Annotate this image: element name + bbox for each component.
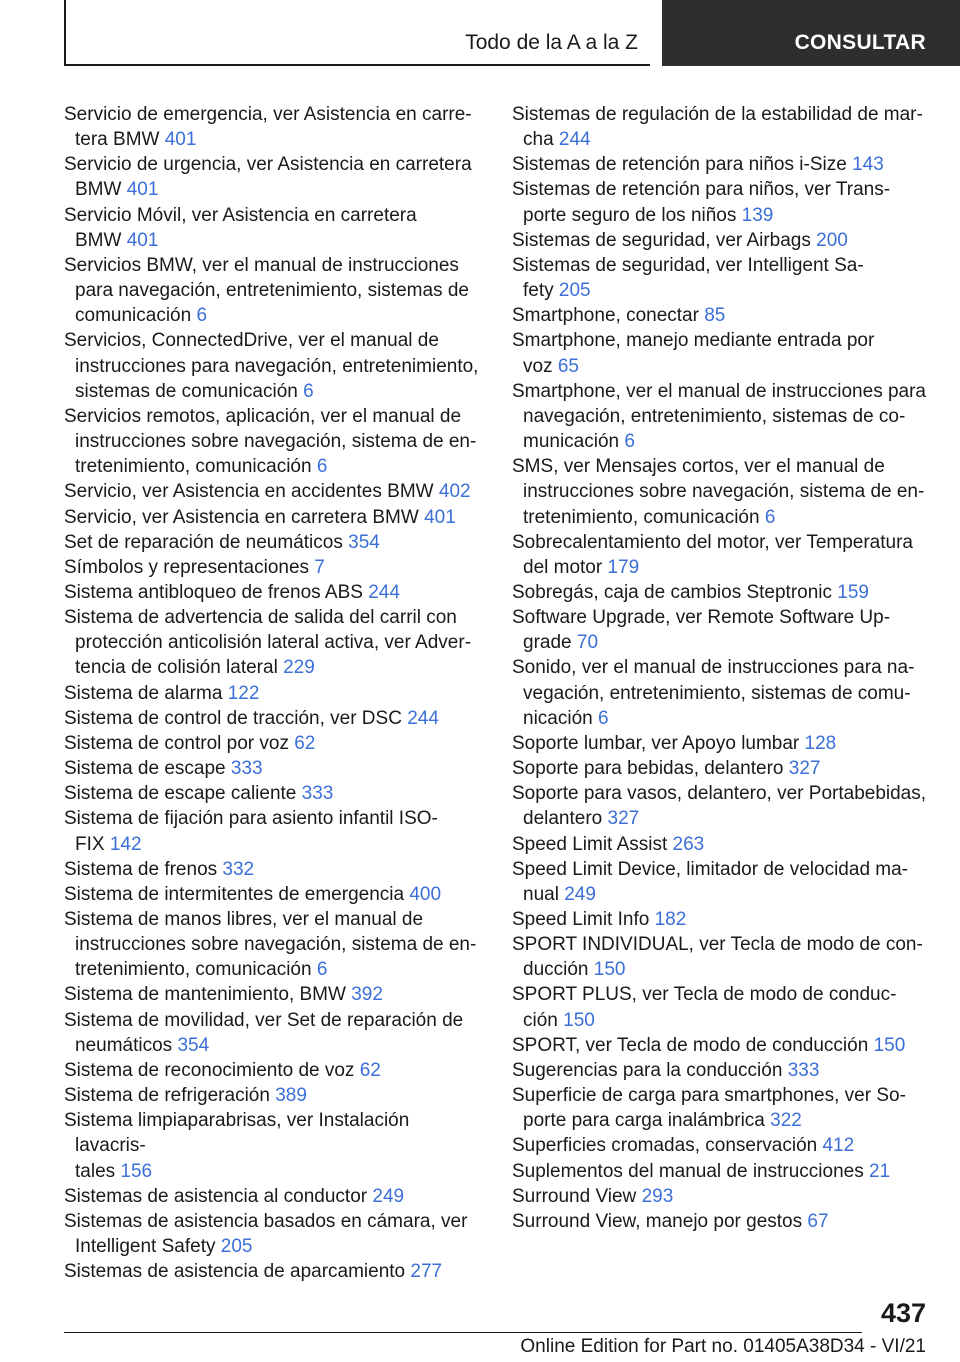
page-link[interactable]: 229 [283,657,315,679]
index-entry [512,781,930,831]
page-link[interactable]: 156 [120,1160,153,1182]
header-bottom-rule [64,64,650,66]
page-link[interactable]: 333 [230,758,263,780]
page-link[interactable]: 143 [852,154,884,176]
page-link[interactable]: 122 [227,682,260,704]
index-entry [512,152,930,177]
index-entry [512,1133,930,1158]
index-entry [512,605,930,655]
index-entry-text: Sobregás, caja de cambios Steptronic [512,581,838,603]
index-entry-text: Soporte para vasos, delantero, ver Portabebidas, delantero [512,783,927,830]
index-entry [512,857,930,907]
page-link[interactable]: 263 [672,833,705,855]
index-entry-text: Sistemas de seguridad, ver Airbags [512,229,817,251]
index-entry-text: Sistema de escape caliente [64,783,302,805]
index-entry-text: Sistemas de retención para niños i-Size [512,154,853,176]
page-link[interactable]: 85 [704,305,726,327]
index-entry [64,857,482,882]
index-entry [512,177,930,227]
index-column-right [512,102,930,1234]
index-entry [64,907,482,982]
index-entry [512,1033,930,1058]
page-link[interactable]: 244 [368,581,400,603]
page-link[interactable]: 401 [424,506,456,528]
page-link[interactable]: 389 [275,1085,307,1107]
page-link[interactable]: 293 [641,1185,674,1207]
page-link[interactable]: 392 [351,984,383,1006]
index-entry [64,982,482,1007]
index-entry-text: Sistema limpiaparabrisas, ver Instalación lavacris‐ tales [64,1110,410,1182]
index-entry [64,1184,482,1209]
index-entry [512,253,930,303]
index-entry-text: Servicio Móvil, ver Asistencia en carretera BMW [64,204,417,251]
tab-consultar-label: CONSULTAR [794,31,926,54]
index-entry-text: Superficies cromadas, conservación [512,1135,823,1157]
page-link[interactable]: 6 [196,305,208,327]
index-entry-text: Software Upgrade, ver Remote Software Up‐ grade [512,607,891,654]
index-entry [64,152,482,202]
index-entry [64,102,482,152]
page-link[interactable]: 354 [348,531,380,553]
index-entry [512,932,930,982]
index-entry-text: Sistema de movilidad, ver Set de reparación de neumáticos [64,1009,464,1056]
index-entry-text: Suplementos del manual de instrucciones [512,1160,869,1182]
page-link[interactable]: 6 [316,959,328,981]
index-entry [512,530,930,580]
index-entry [64,505,482,530]
index-entry [512,328,930,378]
page-link[interactable]: 6 [316,456,328,478]
index-entry [64,555,482,580]
index-entry [512,303,930,328]
index-entry-text: Superficie de carga para smartphones, ver So‐ porte para carga inalámbrica [512,1085,906,1132]
index-entry [512,1058,930,1083]
page-link[interactable]: 142 [109,833,142,855]
index-entry-text: Speed Limit Info [512,909,655,930]
page-link[interactable]: 159 [837,581,869,603]
page-link[interactable]: 6 [598,707,609,729]
index-entry-text: Servicio, ver Asistencia en accidentes BMW [64,481,439,503]
index-entry-text: Sistema de frenos [64,858,223,880]
page-link[interactable]: 179 [607,556,640,578]
index-entry-text: Soporte para bebidas, delantero [512,758,789,780]
index-entry-text: Sistemas de seguridad, ver Intelligent Sa‐ fety [512,254,864,302]
page-link[interactable]: 322 [770,1110,802,1132]
tab-consultar[interactable] [662,0,960,66]
page-link[interactable]: 139 [741,204,774,226]
page-link[interactable]: 7 [314,556,325,578]
page-link[interactable]: 6 [624,431,635,453]
page-link[interactable]: 333 [787,1059,820,1081]
index-entry [64,580,482,605]
index-entry [512,907,930,932]
index-entry-text: SPORT INDIVIDUAL, ver Tecla de modo de con‐ ducción [512,934,923,981]
page-link[interactable]: 249 [564,883,596,905]
index-entry-text: Sistema antibloqueo de frenos ABS [64,581,369,603]
index-entry-text: Sistema de escape [64,758,231,780]
index-entry-text: Símbolos y representaciones [64,556,315,578]
index-entry-text: Servicio, ver Asistencia en carretera BMW [64,506,425,528]
index-entry-text: Sistema de refrigeración [64,1085,276,1107]
index-entry [64,731,482,756]
page-link[interactable]: 62 [359,1059,381,1081]
page-link[interactable]: 205 [558,280,591,302]
header-left-rule [64,0,66,66]
index-entry [64,328,482,403]
page-link[interactable]: 62 [294,732,316,754]
index-entry [512,379,930,454]
index-entry-text: Servicio de urgencia, ver Asistencia en carretera BMW [64,154,472,201]
index-entry [64,781,482,806]
index-entry-text: Sistema de intermitentes de emergencia [64,883,410,905]
page-link[interactable]: 277 [410,1261,443,1283]
index-entry-text: Servicios remotos, aplicación, ver el manual de instrucciones sobre navegación, sistema de en‐ tretenimiento, comunicación [64,405,477,478]
page-link[interactable]: 150 [563,1009,595,1031]
page-link[interactable]: 182 [654,909,687,930]
index-entry-text: Servicios, ConnectedDrive, ver el manual de instrucciones para navegación, entretenimiento, sistemas de comunicación [64,330,479,402]
index-entry [512,228,930,253]
index-entry [512,982,930,1032]
index-entry-text: Smartphone, ver el manual de instrucciones para navegación, entretenimiento, sistemas de co‐ municación [512,380,927,453]
footer-rule [64,1332,862,1333]
index-entry-text: Sistema de mantenimiento, BMW [64,984,352,1006]
page-link[interactable]: 354 [177,1034,210,1056]
index-entry [512,832,930,857]
index-entry-text: Sonido, ver el manual de instrucciones para na‐ vegación, entretenimiento, sistemas de comu‐ nicación [512,657,915,729]
index-entry [512,655,930,730]
index-entry [512,580,930,605]
index-entry-text: Sistemas de regulación de la estabilidad de mar‐ cha [512,104,923,151]
index-entry-text: Sistemas de asistencia basados en cámara, ver Intelligent Safety [64,1210,468,1258]
page-link[interactable]: 332 [222,858,255,880]
index-entry [64,1058,482,1083]
index-entry-text: SPORT, ver Tecla de modo de conducción [512,1034,874,1056]
index-entry-text: SMS, ver Mensajes cortos, ver el manual de instrucciones sobre navegación, sistema de en‐ tretenimiento, comunicación [512,456,925,528]
index-entry-text: Sobrecalentamiento del motor, ver Temperatura del motor [512,531,913,578]
index-entry-text: Sistema de fijación para asiento infantil ISO‐ FIX [64,808,438,855]
page-link[interactable]: 401 [164,129,197,151]
index-entry [64,203,482,253]
page-link[interactable]: 70 [576,632,599,654]
index-entry [64,1083,482,1108]
page-link[interactable]: 327 [788,758,821,780]
page-link[interactable]: 412 [822,1135,855,1157]
index-entry [64,479,482,504]
index-entry [64,882,482,907]
page-link[interactable]: 67 [807,1210,829,1232]
index-entry-text: Speed Limit Assist [512,833,673,855]
page-link[interactable]: 402 [438,481,471,503]
index-entry-text: Smartphone, manejo mediante entrada por voz [512,330,875,377]
footer-edition: Online Edition for Part no. 01405A38D34 - VI/21 [520,1336,926,1357]
index-entry [512,454,930,529]
page-link[interactable]: 150 [873,1034,906,1056]
index-entry-text: Sistema de alarma [64,682,228,704]
index-entry [64,404,482,479]
page-link[interactable]: 401 [126,179,159,201]
page-link[interactable]: 6 [303,380,314,402]
page-link[interactable]: 244 [407,707,439,729]
page-link[interactable]: 6 [764,506,776,528]
page-link[interactable]: 327 [607,808,640,830]
index-entry-text: Surround View [512,1185,642,1207]
index-entry-text: Sistema de control de tracción, ver DSC [64,707,408,729]
index-entry-text: Servicio de emergencia, ver Asistencia en carre‐ tera BMW [64,104,472,151]
index-entry [64,1209,482,1259]
index-entry [64,1259,482,1284]
page-link[interactable]: 401 [126,229,159,251]
index-entry-text: Soporte lumbar, ver Apoyo lumbar [512,732,805,754]
index-entry-text: Sistema de reconocimiento de voz [64,1059,360,1081]
index-entry-text: Sugerencias para la conducción [512,1059,788,1081]
index-entry [512,731,930,756]
section-title: Todo de la A a la Z [465,31,638,54]
page-link[interactable]: 200 [816,229,848,251]
index-entry [64,605,482,680]
page-link[interactable]: 333 [301,783,334,805]
index-entry-text: Speed Limit Device, limitador de velocidad ma‐ nual [512,858,909,905]
page-link[interactable]: 205 [220,1236,253,1258]
index-entry [512,102,930,152]
index-entry-text: Servicios BMW, ver el manual de instrucciones para navegación, entretenimiento, sistemas de comunicación [64,254,469,327]
index-entry [512,756,930,781]
page-number: 437 [880,1298,926,1328]
page-link[interactable]: 21 [868,1160,891,1182]
index-entry [512,1159,930,1184]
index-entry-text: Smartphone, conectar [512,305,705,327]
index-entry [512,1184,930,1209]
index-entry-text: SPORT PLUS, ver Tecla de modo de conduc‐ ción [512,984,897,1031]
page-link[interactable]: 400 [409,883,442,905]
index-entry-text: Set de reparación de neumáticos [64,531,349,553]
index-entry-text: Surround View, manejo por gestos [512,1210,808,1232]
index-entry [64,806,482,856]
page-link[interactable]: 244 [558,129,591,151]
page-link[interactable]: 150 [593,959,626,981]
index-entry [512,1209,930,1234]
page-link[interactable]: 128 [804,732,837,754]
index-entry-text: Sistemas de asistencia de aparcamiento [64,1261,411,1283]
page-link[interactable]: 249 [372,1185,405,1207]
index-entry [64,1008,482,1058]
index-entry-text: Sistema de manos libres, ver el manual de instrucciones sobre navegación, sistema de en‐ tretenimiento, comunicación [64,909,477,981]
index-entry [64,756,482,781]
index-entry [64,1108,482,1183]
page-link[interactable]: 65 [557,355,579,377]
index-entry-text: Sistemas de asistencia al conductor [64,1185,373,1207]
index-entry-text: Sistemas de retención para niños, ver Trans‐ porte seguro de los niños [512,179,891,226]
index-entry-text: Sistema de control por voz [64,732,295,754]
index-entry [512,1083,930,1133]
index-entry-text: Sistema de advertencia de salida del carril con protección anticolisión lateral activa, ver Adver‐ tencia de colisión lateral [64,607,472,679]
index-entry [64,253,482,328]
index-column-left [64,102,482,1284]
index-entry [64,706,482,731]
index-entry [64,681,482,706]
index-entry [64,530,482,555]
